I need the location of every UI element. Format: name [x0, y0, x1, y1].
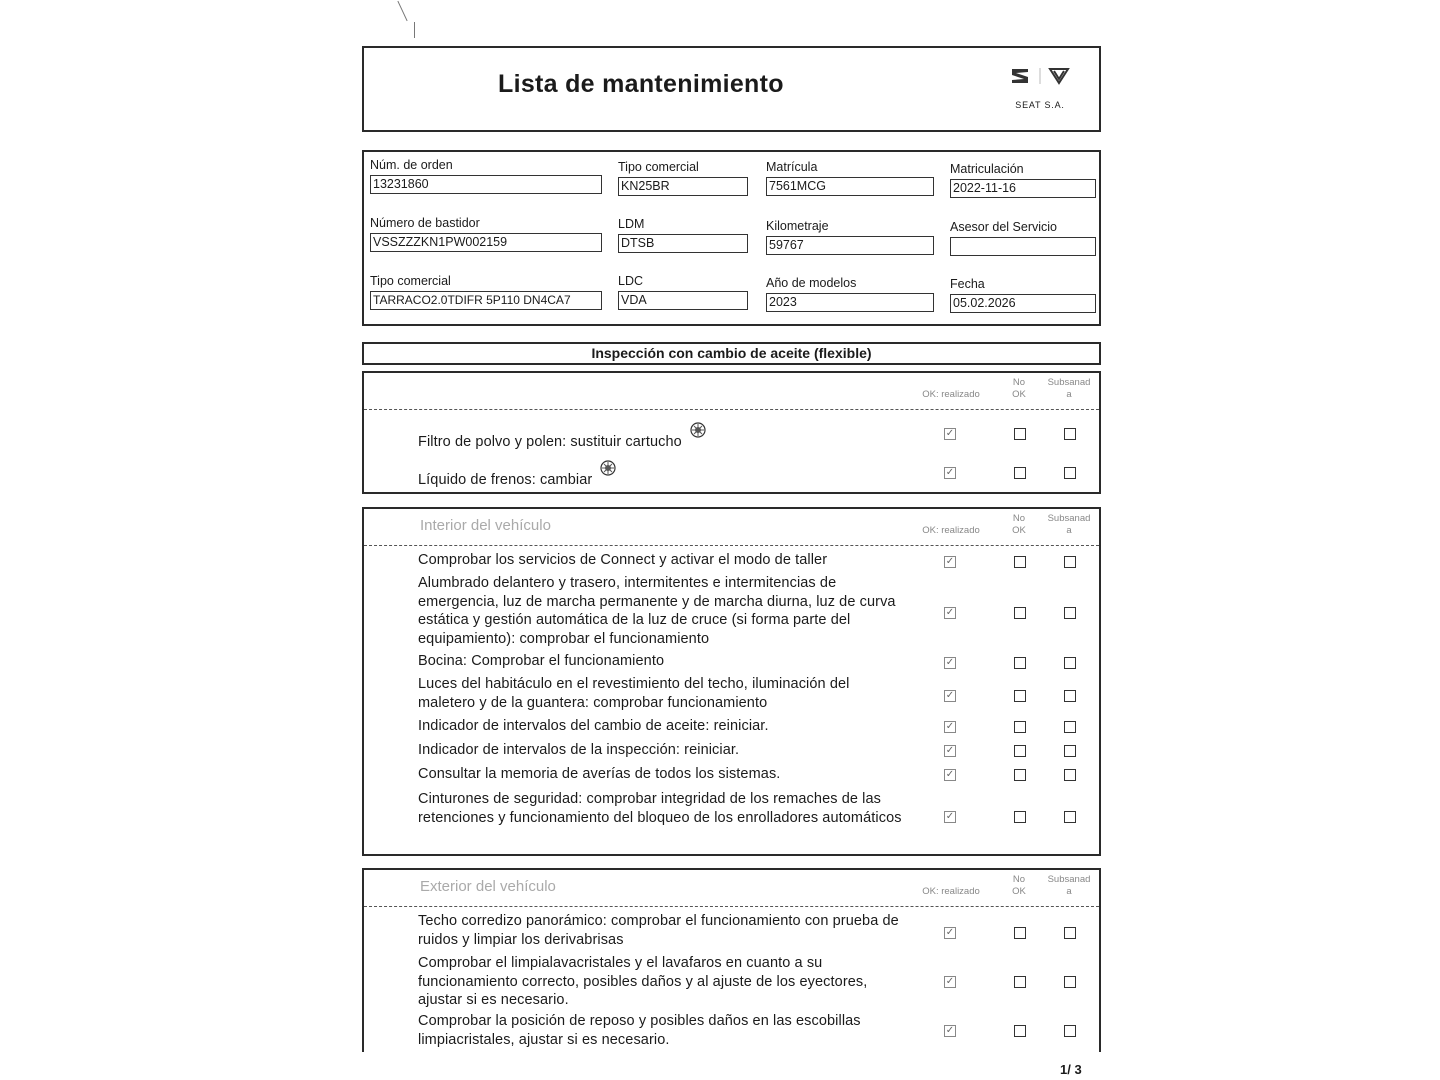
checkbox-ok[interactable]: ✓ — [945, 811, 955, 822]
field-ldm — [618, 217, 748, 253]
checkbox-ok[interactable]: ✓ — [945, 556, 955, 567]
field-value: 7561MCG — [766, 177, 934, 196]
scan-artifact — [397, 1, 407, 21]
check-row — [364, 410, 1099, 450]
check-row — [364, 715, 1099, 740]
field-ldc — [618, 274, 748, 310]
checkbox-no-ok[interactable] — [1014, 556, 1026, 568]
field-label: Fecha — [950, 277, 985, 291]
checkbox-ok[interactable]: ✓ — [945, 607, 955, 618]
col-subsanado-header: Subsanad a — [1047, 513, 1091, 536]
checkbox-no-ok[interactable] — [1014, 927, 1026, 939]
checkbox-no-ok[interactable] — [1014, 811, 1026, 823]
field-value: TARRACO2.0TDIFR 5P110 DN4CA7 — [370, 291, 602, 310]
checkbox-no-ok[interactable] — [1014, 428, 1026, 440]
checkbox-subsanado[interactable] — [1064, 1025, 1076, 1037]
col-no-ok-header: No OK — [1012, 377, 1026, 400]
check-row — [364, 907, 1099, 949]
checkbox-subsanado[interactable] — [1064, 811, 1076, 823]
checkbox-ok[interactable]: ✓ — [945, 927, 955, 938]
section-title: Interior del vehículo — [420, 517, 551, 534]
checkbox-no-ok[interactable] — [1014, 607, 1026, 619]
field-value — [950, 237, 1096, 256]
item-text: Comprobar los servicios de Connect y activar el modo de taller — [418, 552, 828, 568]
checkbox-subsanado[interactable] — [1064, 657, 1076, 669]
field-label: Número de bastidor — [370, 216, 480, 230]
checkbox-no-ok[interactable] — [1014, 745, 1026, 757]
section-header — [364, 870, 1099, 907]
checkbox-ok[interactable]: ✓ — [945, 690, 955, 701]
field-label: Año de modelos — [766, 276, 857, 290]
field-label: Núm. de orden — [370, 158, 453, 172]
checkbox-ok[interactable]: ✓ — [945, 467, 955, 478]
gear-icon — [600, 460, 616, 476]
col-subsanado-header: Subsanad a — [1047, 377, 1091, 400]
field-bastidor — [370, 216, 602, 252]
checkbox-subsanado[interactable] — [1064, 976, 1076, 988]
field-matricula — [766, 160, 934, 196]
checkbox-subsanado[interactable] — [1064, 607, 1076, 619]
col-no-ok-header: No OK — [1012, 513, 1026, 536]
field-value: 2023 — [766, 293, 934, 312]
field-label: Kilometraje — [766, 219, 829, 233]
checkbox-subsanado[interactable] — [1064, 927, 1076, 939]
checkbox-ok[interactable]: ✓ — [945, 745, 955, 756]
check-row — [364, 1007, 1099, 1051]
field-value: 2022-11-16 — [950, 179, 1096, 198]
field-value: 13231860 — [370, 175, 602, 194]
item-text: Luces del habitáculo en el revestimiento del techo, iluminación del maletero y de la guantera: comprobar funcionamiento — [418, 676, 850, 711]
checkbox-no-ok[interactable] — [1014, 721, 1026, 733]
col-ok-header: OK: realizado — [922, 886, 980, 897]
item-text: Alumbrado delantero y trasero, intermitentes e intermitencias de emergencia, luz de marcha permanente y de marcha diurna, luz de curva estática y gestión automática de la luz de cruce (si forma parte del equipamiento): comprobar el funcionamiento — [418, 575, 896, 647]
checkbox-no-ok[interactable] — [1014, 467, 1026, 479]
check-row — [364, 673, 1099, 715]
checkbox-no-ok[interactable] — [1014, 690, 1026, 702]
check-row — [364, 949, 1099, 1007]
check-row — [364, 764, 1099, 788]
checkbox-subsanado[interactable] — [1064, 467, 1076, 479]
field-value: 05.02.2026 — [950, 294, 1096, 313]
seat-logo-icon — [1010, 66, 1070, 86]
field-label: Tipo comercial — [370, 274, 451, 288]
item-text: Cinturones de seguridad: comprobar integridad de los remaches de las retenciones y funcionamiento del bloqueo de los enrolladores automáticos — [418, 791, 902, 826]
item-text: Indicador de intervalos del cambio de aceite: reiniciar. — [418, 718, 769, 734]
checkbox-no-ok[interactable] — [1014, 657, 1026, 669]
checkbox-ok[interactable]: ✓ — [945, 976, 955, 987]
interior-section — [362, 507, 1101, 856]
check-row — [364, 649, 1099, 673]
inspection-type-bar: Inspección con cambio de aceite (flexible) — [362, 342, 1101, 365]
item-text: Filtro de polvo y polen: sustituir cartucho — [418, 430, 908, 452]
exterior-section — [362, 868, 1101, 1052]
field-label: Asesor del Servicio — [950, 220, 1057, 234]
field-kilometraje — [766, 219, 934, 255]
item-text: Consultar la memoria de averías de todos los sistemas. — [418, 766, 781, 782]
section-header — [364, 373, 1099, 410]
checkbox-subsanado[interactable] — [1064, 769, 1076, 781]
field-num-orden — [370, 158, 602, 194]
field-label: Matrícula — [766, 160, 818, 174]
page-number: 1/ 3 — [1060, 1062, 1082, 1077]
field-value: DTSB — [618, 234, 748, 253]
field-asesor — [950, 220, 1096, 256]
col-ok-header: OK: realizado — [922, 525, 980, 536]
field-tipo-comercial — [370, 274, 602, 310]
check-row — [364, 740, 1099, 764]
checkbox-ok[interactable]: ✓ — [945, 721, 955, 732]
field-fecha — [950, 277, 1096, 313]
field-label: Tipo comercial — [618, 160, 699, 174]
checkbox-subsanado[interactable] — [1064, 428, 1076, 440]
col-ok-header: OK: realizado — [922, 389, 980, 400]
page-title: Lista de mantenimiento — [498, 70, 784, 98]
field-label: Matriculación — [950, 162, 1024, 176]
oil-change-section — [362, 371, 1101, 494]
section-title: Exterior del vehículo — [420, 878, 556, 895]
checkbox-ok[interactable]: ✓ — [945, 1025, 955, 1036]
check-row — [364, 450, 1099, 490]
brand-logo — [1004, 66, 1074, 116]
checkbox-ok[interactable]: ✓ — [945, 428, 955, 439]
col-no-ok-header: No OK — [1012, 874, 1026, 897]
col-subsanado-header: Subsanad a — [1047, 874, 1091, 897]
checkbox-no-ok[interactable] — [1014, 1025, 1026, 1037]
checkbox-subsanado[interactable] — [1064, 721, 1076, 733]
checkbox-ok[interactable]: ✓ — [945, 657, 955, 668]
scan-artifact — [414, 22, 415, 38]
checkbox-no-ok[interactable] — [1014, 976, 1026, 988]
check-row — [364, 788, 1099, 848]
field-matriculacion — [950, 162, 1096, 198]
field-anio-modelos — [766, 276, 934, 312]
item-text: Comprobar la posición de reposo y posibles daños en las escobillas limpiacristales, ajustar si es necesario. — [418, 1013, 861, 1048]
item-text: Indicador de intervalos de la inspección: reiniciar. — [418, 742, 740, 758]
document-header — [362, 46, 1101, 132]
checkbox-subsanado[interactable] — [1064, 690, 1076, 702]
item-text: Techo corredizo panorámico: comprobar el funcionamiento con prueba de ruidos y limpiar los derivabrisas — [418, 913, 899, 948]
field-tipo-comercial-code — [618, 160, 748, 196]
checkbox-no-ok[interactable] — [1014, 769, 1026, 781]
item-text: Comprobar el limpialavacristales y el lavafaros en cuanto a su funcionamiento correcto, posibles daños y al ajuste de los eyectores, ajustar si es necesario. — [418, 955, 868, 1008]
field-value: VDA — [618, 291, 748, 310]
check-row — [364, 546, 1099, 571]
checkbox-subsanado[interactable] — [1064, 556, 1076, 568]
item-text: Líquido de frenos: cambiar — [418, 468, 908, 490]
checkbox-ok[interactable]: ✓ — [945, 769, 955, 780]
field-label: LDC — [618, 274, 644, 288]
check-row — [364, 571, 1099, 649]
field-value: KN25BR — [618, 177, 748, 196]
item-text: Bocina: Comprobar el funcionamiento — [418, 653, 665, 669]
field-label: LDM — [618, 217, 645, 231]
gear-icon — [690, 422, 706, 438]
field-value: 59767 — [766, 236, 934, 255]
brand-name: SEAT S.A. — [1015, 100, 1065, 110]
order-info-panel — [362, 150, 1101, 326]
section-header — [364, 509, 1099, 546]
field-value: VSSZZZKN1PW002159 — [370, 233, 602, 252]
checkbox-subsanado[interactable] — [1064, 745, 1076, 757]
